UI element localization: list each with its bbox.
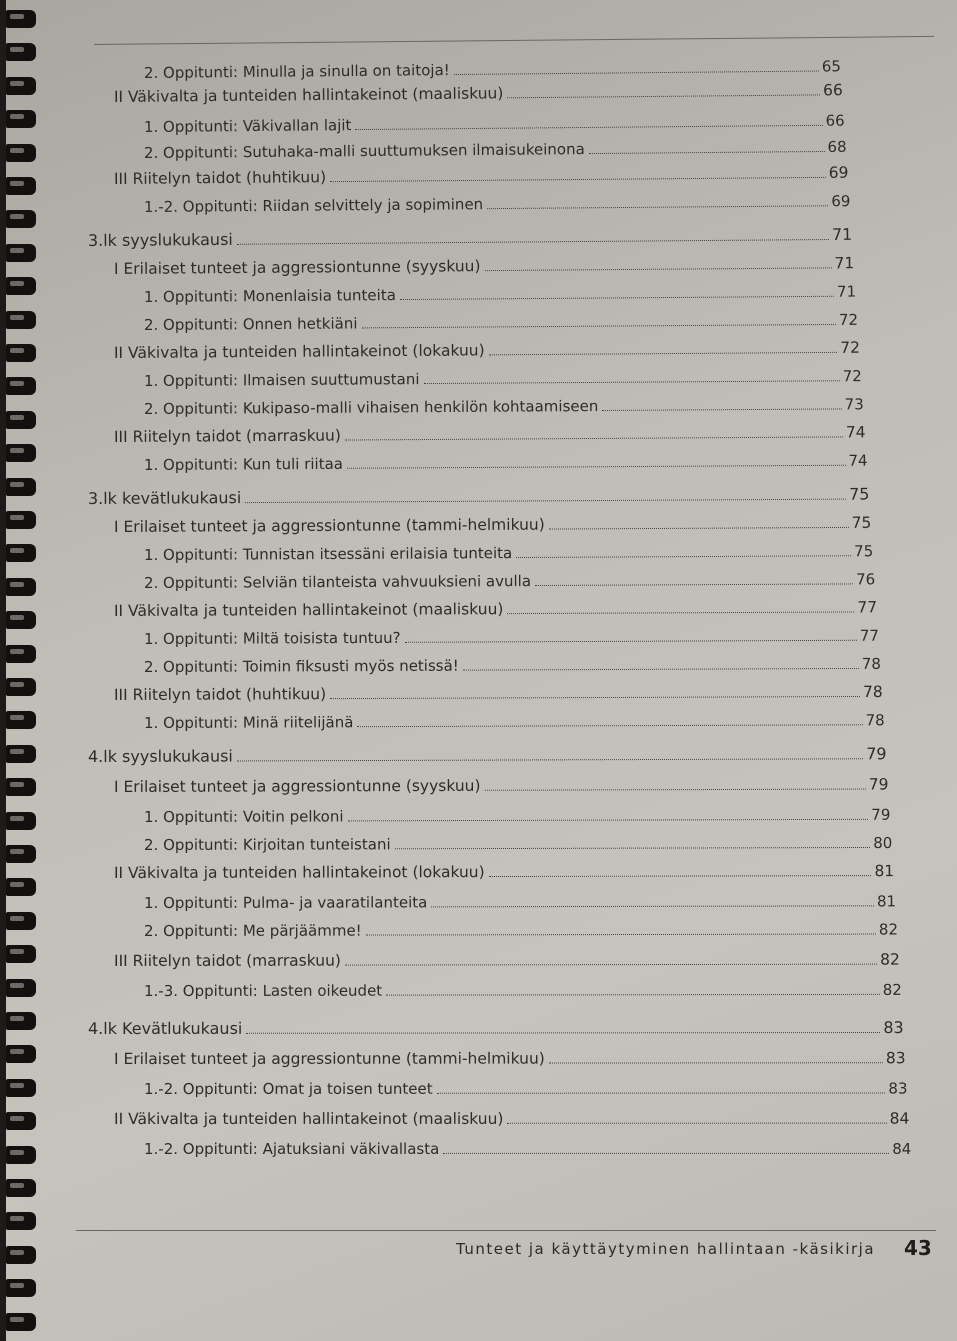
toc-entry-label: 4.lk Kevätlukukausi (87, 1018, 243, 1038)
toc-entry-label: II Väkivalta ja tunteiden hallintakeinot (maaliskuu) (113, 600, 504, 620)
toc-entry (88, 224, 853, 250)
toc-leader-dots (454, 71, 819, 76)
toc-entry-label: 2. Oppitunti: Kukipaso-malli vihaisen henkilön kohtaamiseen (143, 397, 599, 418)
toc-leader-dots (535, 583, 853, 586)
toc-entry (144, 136, 847, 162)
toc-page-number: 72 (840, 338, 860, 357)
toc-entry-label: III Riitelyn taidot (huhtikuu) (113, 685, 327, 704)
toc-leader-dots (355, 125, 822, 130)
toc-entry-label: 2. Oppitunti: Sutuhaka-malli suuttumuksen ilmaisukeinona (143, 140, 585, 162)
toc-entry (114, 79, 843, 106)
toc-page-number: 71 (836, 282, 857, 301)
toc-leader-dots (345, 964, 877, 966)
toc-page-number: 84 (889, 1109, 910, 1128)
toc-entry-label: 2. Oppitunti: Onnen hetkiäni (143, 314, 358, 334)
toc-leader-dots (330, 177, 826, 182)
toc-leader-dots (589, 151, 825, 154)
toc-entry (88, 1017, 904, 1038)
toc-leader-dots (366, 934, 876, 936)
toc-leader-dots (443, 1153, 889, 1154)
toc-entry (144, 918, 898, 940)
toc-entry-label: 2. Oppitunti: Selviän tilanteista vahvuuksieni avulla (143, 572, 532, 592)
toc-leader-dots (489, 875, 872, 877)
toc-page-number: 78 (862, 682, 883, 701)
toc-page-number: 74 (848, 451, 868, 470)
toc-entry-label: 1.-3. Oppitunti: Lasten oikeudet (143, 981, 383, 1000)
document-page (6, 0, 957, 1341)
toc-leader-dots (357, 724, 862, 727)
toc-page-number: 74 (845, 423, 866, 442)
toc-entry (114, 949, 900, 970)
toc-page-number: 83 (883, 1017, 904, 1038)
toc-entry (114, 337, 860, 362)
toc-leader-dots (431, 905, 874, 907)
toc-leader-dots (237, 758, 863, 761)
toc-entry (144, 540, 873, 564)
toc-entry (144, 1077, 908, 1098)
toc-page-number: 75 (851, 513, 872, 532)
toc-page-number: 83 (885, 1049, 906, 1068)
footer-book-title: Tunteet ja käyttäytyminen hallintaan -käsikirja (456, 1240, 876, 1258)
toc-entry-label: III Riitelyn taidot (huhtikuu) (113, 168, 327, 188)
toc-entry (144, 979, 902, 1000)
toc-leader-dots (516, 555, 851, 558)
toc-entry-label: 1. Oppitunti: Tunnistan itsessäni erilaisia tunteita (143, 544, 513, 564)
toc-entry (144, 568, 875, 592)
toc-entry (114, 860, 894, 882)
toc-entry (144, 709, 885, 732)
toc-leader-dots (395, 847, 871, 849)
toc-entry (114, 681, 883, 704)
toc-entry-label: 1. Oppitunti: Minä riitelijänä (143, 713, 354, 732)
toc-entry-label: 4.lk syyslukukausi (87, 746, 233, 766)
toc-page-number: 81 (876, 892, 897, 911)
toc-entry-label: 2. Oppitunti: Me pärjäämme! (143, 921, 362, 940)
toc-page-number: 66 (822, 81, 843, 100)
toc-entry-label: III Riitelyn taidot (marraskuu) (113, 426, 341, 446)
table-of-contents (6, 0, 957, 1341)
toc-entry-label: I Erilaiset tunteet ja aggressiontunne (syyskuu) (113, 257, 481, 278)
toc-leader-dots (345, 436, 843, 440)
toc-entry (144, 804, 890, 826)
toc-page-number: 75 (849, 484, 870, 504)
toc-entry (114, 162, 849, 188)
toc-leader-dots (246, 1032, 880, 1034)
toc-entry-label: II Väkivalta ja tunteiden hallintakeinot (lokakuu) (113, 341, 485, 362)
toc-page-number: 66 (825, 111, 845, 130)
toc-entry (144, 281, 856, 306)
toc-leader-dots (386, 994, 880, 996)
toc-entry (114, 773, 889, 796)
toc-page-number: 77 (859, 626, 879, 645)
toc-leader-dots (237, 239, 829, 245)
toc-page-number: 82 (882, 980, 902, 999)
toc-page-number: 77 (857, 598, 878, 617)
toc-entry-label: 3.lk kevätlukukausi (87, 488, 242, 508)
toc-leader-dots (485, 789, 866, 791)
toc-page-number: 78 (865, 711, 885, 730)
toc-entry-label: 3.lk syyslukukausi (87, 229, 233, 250)
toc-entry-label: 2. Oppitunti: Kirjoitan tunteistani (143, 835, 391, 854)
toc-entry-label: II Väkivalta ja tunteiden hallintakeinot (maaliskuu) (113, 1109, 504, 1128)
toc-entry (144, 365, 862, 390)
toc-page-number: 71 (831, 224, 853, 244)
toc-leader-dots (487, 205, 828, 209)
toc-page-number: 72 (838, 310, 859, 329)
toc-entry-label: III Riitelyn taidot (marraskuu) (113, 951, 341, 970)
toc-entry-label: 2. Oppitunti: Toimin fiksusti myös netissä! (143, 656, 459, 676)
toc-entry-label: 1.-2. Oppitunti: Omat ja toisen tunteet (143, 1079, 433, 1098)
toc-entry (144, 450, 868, 474)
toc-entry-label: I Erilaiset tunteet ja aggressiontunne (tammi-helmikuu) (113, 515, 545, 536)
toc-leader-dots (507, 94, 820, 98)
toc-entry-label: II Väkivalta ja tunteiden hallintakeinot (maaliskuu) (113, 84, 504, 106)
toc-entry (114, 596, 877, 620)
toc-leader-dots (549, 1062, 883, 1063)
toc-entry-label: 1. Oppitunti: Väkivallan lajit (143, 116, 352, 136)
toc-entry (144, 393, 864, 418)
toc-entry-label: 1. Oppitunti: Kun tuli riitaa (143, 454, 343, 474)
toc-leader-dots (549, 527, 849, 530)
toc-entry (114, 421, 866, 446)
toc-entry-label: 1. Oppitunti: Voitin pelkoni (143, 807, 344, 826)
toc-entry-label: II Väkivalta ja tunteiden hallintakeinot (lokakuu) (113, 863, 485, 882)
toc-page-number: 80 (873, 833, 893, 852)
toc-page-number: 82 (878, 920, 898, 939)
toc-entry (144, 625, 879, 648)
toc-leader-dots (437, 1092, 886, 1093)
toc-entry (144, 832, 892, 854)
toc-page-number: 83 (888, 1079, 908, 1098)
toc-entry-label: 2. Oppitunti: Minulla ja sinulla on taitoja! (143, 61, 450, 82)
toc-entry-label: 1. Oppitunti: Ilmaisen suuttumustani (143, 370, 420, 390)
toc-leader-dots (489, 352, 838, 355)
toc-entry-label: I Erilaiset tunteet ja aggressiontunne (syyskuu) (113, 776, 481, 796)
toc-entry (88, 743, 887, 766)
toc-entry-label: 1. Oppitunti: Monenlaisia tunteita (143, 286, 396, 306)
toc-entry-label: 1. Oppitunti: Miltä toisista tuntuu? (143, 628, 401, 648)
toc-entry (114, 1047, 906, 1068)
toc-page-number: 65 (821, 57, 841, 76)
toc-leader-dots (463, 668, 859, 671)
toc-entry (144, 110, 845, 136)
toc-entry-label: I Erilaiset tunteet ja aggressiontunne (tammi-helmikuu) (113, 1049, 545, 1068)
toc-page-number: 78 (861, 654, 881, 673)
toc-entry (114, 252, 854, 278)
toc-page-number: 73 (844, 395, 864, 414)
toc-leader-dots (423, 380, 839, 384)
toc-page-number: 79 (868, 775, 889, 794)
toc-entry (144, 653, 881, 676)
toc-page-number: 68 (827, 137, 847, 156)
toc-entry (144, 890, 896, 912)
footer-page-number: 43 (904, 1236, 932, 1260)
toc-page-number: 82 (880, 950, 900, 969)
toc-leader-dots (405, 640, 857, 643)
toc-page-number: 72 (842, 367, 862, 386)
toc-leader-dots (485, 267, 832, 271)
toc-leader-dots (348, 819, 869, 822)
toc-leader-dots (507, 611, 854, 614)
toc-page-number: 79 (866, 744, 887, 764)
toc-leader-dots (347, 465, 845, 469)
toc-page-number: 76 (855, 570, 876, 589)
toc-leader-dots (602, 408, 841, 411)
toc-entry (144, 190, 851, 216)
toc-entry-label: 1. Oppitunti: Pulma- ja vaaratilanteita (143, 893, 428, 912)
footer-divider (76, 1230, 936, 1231)
toc-page-number: 71 (834, 254, 855, 273)
toc-leader-dots (330, 696, 860, 699)
toc-page-number: 69 (828, 163, 849, 182)
toc-entry-label: 1.-2. Oppitunti: Ajatuksiani väkivallasta (143, 1139, 440, 1158)
toc-leader-dots (245, 499, 846, 503)
toc-entry (144, 309, 858, 334)
toc-page-number: 69 (831, 192, 851, 211)
toc-leader-dots (507, 1123, 886, 1124)
toc-entry (144, 55, 841, 82)
toc-leader-dots (361, 324, 835, 328)
toc-entry (144, 1138, 911, 1158)
toc-page-number: 79 (871, 805, 891, 824)
toc-leader-dots (400, 296, 834, 300)
toc-entry (114, 1108, 909, 1128)
toc-entry (88, 483, 870, 508)
toc-entry-label: 1.-2. Oppitunti: Riidan selvittely ja sopiminen (143, 195, 484, 216)
toc-page-number: 75 (854, 542, 874, 561)
toc-entry (114, 512, 871, 536)
toc-page-number: 84 (892, 1139, 912, 1158)
toc-page-number: 81 (874, 862, 895, 881)
